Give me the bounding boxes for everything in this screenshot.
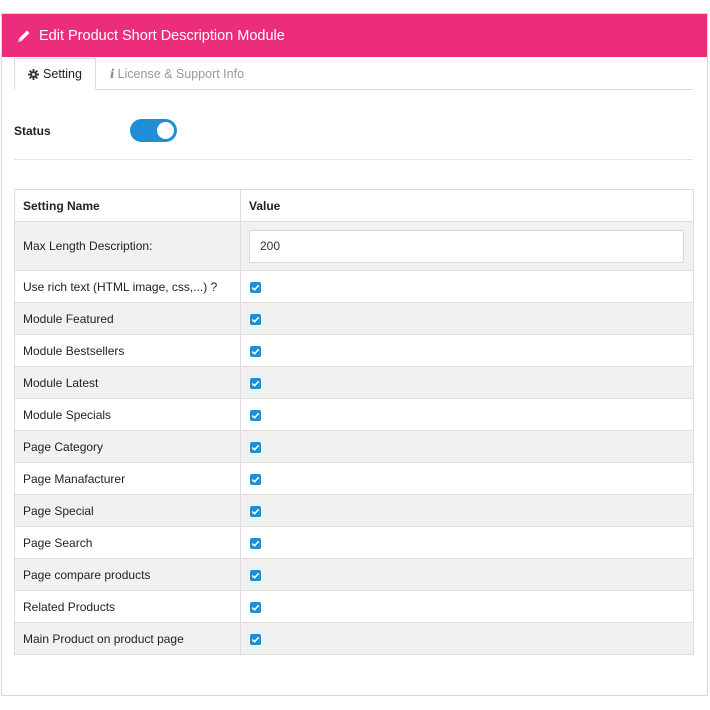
- table-row: [15, 591, 694, 623]
- setting-name: Related Products: [15, 591, 241, 623]
- setting-value: [241, 463, 694, 495]
- setting-name: Page compare products: [15, 559, 241, 591]
- settings-table: [14, 189, 694, 655]
- setting-checkbox[interactable]: [250, 570, 261, 581]
- column-header-setting-name: Setting Name: [15, 190, 241, 222]
- panel-title: Edit Product Short Description Module: [39, 27, 285, 44]
- table-row: [15, 559, 694, 591]
- setting-value: [241, 591, 694, 623]
- tab-setting-label: Setting: [43, 67, 82, 81]
- setting-value: [241, 335, 694, 367]
- setting-checkbox[interactable]: [250, 538, 261, 549]
- setting-checkbox[interactable]: [250, 634, 261, 645]
- column-header-value: Value: [241, 190, 694, 222]
- tab-bar: [14, 58, 693, 90]
- setting-value: [241, 623, 694, 655]
- setting-value: [241, 399, 694, 431]
- table-row: [15, 335, 694, 367]
- setting-checkbox[interactable]: [250, 442, 261, 453]
- setting-value: [241, 222, 694, 271]
- setting-value: [241, 271, 694, 303]
- setting-name: Page Search: [15, 527, 241, 559]
- gear-icon: [28, 69, 39, 80]
- setting-value: [241, 431, 694, 463]
- setting-value: [241, 495, 694, 527]
- panel-header: [2, 14, 707, 57]
- table-row: [15, 623, 694, 655]
- tab-license-support[interactable]: [110, 58, 244, 90]
- status-row: [14, 120, 693, 160]
- setting-checkbox[interactable]: [250, 410, 261, 421]
- table-row: [15, 367, 694, 399]
- setting-name: Page Category: [15, 431, 241, 463]
- table-row: [15, 271, 694, 303]
- info-icon: i: [110, 67, 115, 81]
- setting-checkbox[interactable]: [250, 282, 261, 293]
- table-header-row: [15, 190, 694, 222]
- table-row: [15, 431, 694, 463]
- status-toggle[interactable]: [130, 119, 177, 142]
- setting-checkbox[interactable]: [250, 474, 261, 485]
- setting-value: [241, 527, 694, 559]
- setting-name: Module Featured: [15, 303, 241, 335]
- setting-name: Max Length Description:: [15, 222, 241, 271]
- setting-name: Module Specials: [15, 399, 241, 431]
- setting-checkbox[interactable]: [250, 346, 261, 357]
- status-label: Status: [14, 124, 51, 138]
- setting-value: [241, 559, 694, 591]
- setting-checkbox[interactable]: [250, 602, 261, 613]
- table-row: [15, 463, 694, 495]
- table-row: [15, 399, 694, 431]
- setting-name: Use rich text (HTML image, css,...) ?: [15, 271, 241, 303]
- table-row: [15, 303, 694, 335]
- setting-value: [241, 303, 694, 335]
- table-row-max-length: [15, 222, 694, 271]
- max-length-input[interactable]: [249, 230, 684, 263]
- toggle-knob: [157, 122, 174, 139]
- pencil-icon: [16, 28, 32, 44]
- setting-checkbox[interactable]: [250, 314, 261, 325]
- table-row: [15, 527, 694, 559]
- setting-name: Module Latest: [15, 367, 241, 399]
- tab-license-label: License & Support Info: [117, 67, 245, 81]
- setting-name: Main Product on product page: [15, 623, 241, 655]
- setting-checkbox[interactable]: [250, 506, 261, 517]
- tab-setting[interactable]: [14, 58, 96, 90]
- setting-name: Page Special: [15, 495, 241, 527]
- setting-name: Module Bestsellers: [15, 335, 241, 367]
- setting-name: Page Manafacturer: [15, 463, 241, 495]
- setting-value: [241, 367, 694, 399]
- table-row: [15, 495, 694, 527]
- setting-checkbox[interactable]: [250, 378, 261, 389]
